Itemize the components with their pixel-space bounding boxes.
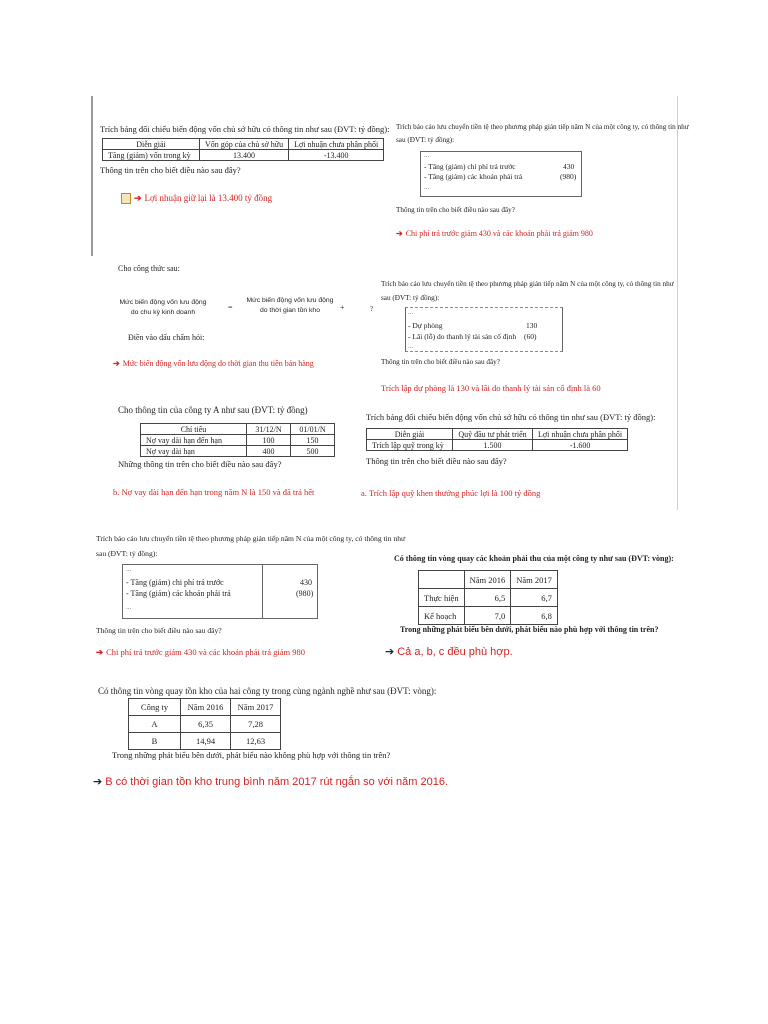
q6-header: Diễn giải: [367, 429, 453, 440]
q6-table: [366, 428, 628, 451]
q3-answer-row: [113, 359, 314, 368]
q5-cell: 150: [291, 435, 335, 446]
q9-intro: Có thông tin vòng quay tồn kho của hai công ty trong cùng ngành nghề như sau (ĐVT: vòng):: [98, 686, 437, 696]
arrow-icon: ➔: [385, 646, 395, 658]
q1-header: Lợi nhuận chưa phân phối: [289, 139, 384, 150]
q9-header: Năm 2016: [181, 699, 231, 716]
q6-intro: Trích bảng đối chiếu biến động vốn chủ sở hữu có thông tin như sau (ĐVT: tỷ đồng):: [366, 412, 656, 422]
q9-header: Năm 2017: [231, 699, 281, 716]
q9-cell: 12,63: [231, 733, 281, 750]
q6-answer: a. Trích lập quỹ khen thưởng phúc lợi là 100 tỷ đồng: [361, 488, 541, 498]
q3-qmark: ?: [370, 305, 374, 313]
q2-dots-top: ...: [424, 151, 430, 159]
arrow-icon: ➔: [113, 359, 120, 368]
q7-intro-line2: sau (ĐVT: tỷ đồng):: [96, 549, 158, 558]
q9-cell: 14,94: [181, 733, 231, 750]
q3-plus: +: [340, 303, 345, 312]
q5-cell: 100: [247, 435, 291, 446]
q8-header: Năm 2016: [464, 571, 511, 589]
q7-item-value: (980): [296, 589, 314, 598]
q4-intro-line1: Trích báo cáo lưu chuyển tiền tệ theo phương pháp gián tiếp năm N của một công ty, có thông tin như: [381, 280, 674, 288]
q5-cell: 400: [247, 446, 291, 457]
q8-table: [418, 570, 558, 625]
arrow-icon: ➔: [134, 193, 142, 203]
q7-answer: Chi phí trả trước giảm 430 và các khoản phải trả giảm 980: [106, 647, 306, 657]
q9-answer: B có thời gian tồn kho trung bình năm 2017 rút ngắn so với năm 2016.: [105, 776, 449, 788]
q1-intro: Trích bảng đối chiếu biến động vốn chủ sở hữu có thông tin như sau (ĐVT: tỷ đồng):: [100, 124, 390, 134]
q3-right-line2: do thời gian tồn kho: [259, 307, 320, 314]
q1-answer-row: [134, 193, 272, 204]
q3-answer: Mức biến động vốn lưu động do thời gian thu tiền bán hàng: [122, 359, 314, 368]
q2-question: Thông tin trên cho biết điều nào sau đây?: [396, 206, 515, 214]
q9-cell: 6,35: [181, 716, 231, 733]
q3-left-line2: do chu kỳ kinh doanh: [130, 309, 196, 316]
q7-intro-line1: Trích báo cáo lưu chuyển tiền tệ theo phương pháp gián tiếp năm N của một công ty, có thông tin như: [96, 534, 406, 543]
q4-item-value: (60): [524, 332, 537, 341]
q5-intro: Cho thông tin của công ty A như sau (ĐVT: tỷ đồng): [118, 405, 308, 415]
q9-cell: B: [129, 733, 181, 750]
q2-dots-bottom: ...: [424, 183, 430, 191]
q4-item-label: - Dự phòng: [408, 321, 443, 330]
q5-header: 01/01/N: [291, 424, 335, 435]
right-border: [677, 96, 678, 510]
q8-question: Trong những phát biểu bên dưới, phát biểu nào phù hợp với thông tin trên?: [400, 625, 659, 634]
q8-intro: Có thông tin vòng quay các khoản phải thu của một công ty như sau (ĐVT: vòng):: [394, 554, 674, 563]
q3-intro: Cho công thức sau:: [118, 264, 180, 273]
q7-box-divider: [262, 564, 263, 619]
q6-header: Quỹ đầu tư phát triển: [453, 429, 533, 440]
q1-cell: -13.400: [289, 150, 384, 161]
q9-question: Trong những phát biểu bên dưới, phát biểu nào không phù hợp với thông tin trên?: [112, 750, 391, 760]
q8-answer: Cả a, b, c đều phù hợp.: [397, 646, 513, 658]
q7-item-value: 430: [300, 578, 312, 587]
q6-cell: 1.500: [453, 440, 533, 451]
q4-item-value: 130: [526, 321, 538, 330]
arrow-icon: ➔: [396, 229, 403, 238]
q6-header: Lợi nhuận chưa phân phối: [533, 429, 628, 440]
q7-item-label: - Tăng (giảm) chi phí trả trước: [126, 578, 224, 587]
q5-header: Chỉ tiêu: [141, 424, 247, 435]
q2-answer-row: [396, 229, 593, 238]
q8-header: [419, 571, 465, 589]
q8-cell: Kế hoạch: [419, 607, 465, 625]
q7-dots-top: ...: [126, 565, 132, 573]
q3-left-line1: Mức biến động vốn lưu động: [119, 299, 207, 306]
q4-question: Thông tin trên cho biết điều nào sau đây?: [381, 358, 500, 366]
q7-item-label: - Tăng (giảm) các khoản phải trả: [126, 589, 231, 598]
q5-header: 31/12/N: [247, 424, 291, 435]
q4-dots-top: ...: [408, 308, 414, 316]
q7-answer-row: [96, 647, 305, 658]
q1-answer: Lợi nhuận giữ lại là 13.400 tỷ đồng: [144, 193, 273, 203]
q8-cell: 6,5: [464, 589, 511, 607]
q8-header: Năm 2017: [511, 571, 558, 589]
q2-intro-line1: Trích báo cáo lưu chuyển tiền tệ theo phương pháp gián tiếp năm N của một công ty, có thông tin như: [396, 123, 689, 131]
q8-cell: 7,0: [464, 607, 511, 625]
q9-header: Công ty: [129, 699, 181, 716]
document-icon: [121, 193, 131, 204]
q5-cell: Nợ vay dài hạn: [141, 446, 247, 457]
q4-item-label: - Lãi (lỗ) do thanh lý tài sản cố định: [408, 332, 517, 341]
q2-item-label: - Tăng (giảm) chi phí trả trước: [424, 162, 516, 171]
q8-cell: 6,8: [511, 607, 558, 625]
q6-cell: -1.600: [533, 440, 628, 451]
q4-dots-bottom: ...: [408, 342, 414, 350]
q5-cell: 500: [291, 446, 335, 457]
q9-answer-row: [93, 775, 448, 788]
q2-item-value: 430: [563, 162, 575, 171]
q1-header: Diễn giải: [103, 139, 200, 150]
q3-equals: =: [228, 303, 233, 312]
q8-cell: 6,7: [511, 589, 558, 607]
left-border: [91, 96, 93, 256]
q6-question: Thông tin trên cho biết điều nào sau đây?: [366, 456, 507, 466]
q9-cell: 7,28: [231, 716, 281, 733]
q7-question: Thông tin trên cho biết điều nào sau đây?: [96, 626, 222, 635]
q4-intro-line2: sau (ĐVT: tỷ đồng):: [381, 294, 440, 302]
q4-answer: Trích lập dự phòng là 130 và lãi do thanh lý tài sản cố định là 60: [381, 383, 601, 393]
q8-answer-row: [385, 645, 513, 658]
q1-question: Thông tin trên cho biết điều nào sau đây?: [100, 165, 241, 175]
arrow-icon: ➔: [96, 647, 104, 657]
q5-table: [140, 423, 335, 457]
q9-table: [128, 698, 281, 750]
arrow-icon: ➔: [93, 776, 103, 788]
q9-cell: A: [129, 716, 181, 733]
q3-fill: Điền vào dấu chấm hỏi:: [128, 333, 205, 342]
q1-cell: Tăng (giảm) vốn trong kỳ: [103, 150, 200, 161]
q5-question: Những thông tin trên cho biết điều nào sau đây?: [118, 459, 282, 469]
q1-header: Vốn góp của chủ sở hữu: [200, 139, 289, 150]
q2-item-value: (980): [560, 172, 577, 181]
q5-answer: b. Nợ vay dài hạn đến hạn trong năm N là 150 và đã trả hết: [113, 487, 315, 497]
q6-cell: Trích lập quỹ trong kỳ: [367, 440, 453, 451]
q1-cell: 13.400: [200, 150, 289, 161]
q2-item-label: - Tăng (giảm) các khoản phải trả: [424, 172, 523, 181]
q2-answer: Chi phí trả trước giảm 430 và các khoản phải trả giảm 980: [405, 229, 593, 238]
q7-dots-bottom: ...: [126, 603, 132, 611]
q8-cell: Thực hiện: [419, 589, 465, 607]
q3-right-line1: Mức biến động vốn lưu động: [246, 297, 334, 304]
q1-table: [102, 138, 384, 161]
q2-intro-line2: sau (ĐVT: tỷ đồng):: [396, 136, 455, 144]
q5-cell: Nợ vay dài hạn đến hạn: [141, 435, 247, 446]
